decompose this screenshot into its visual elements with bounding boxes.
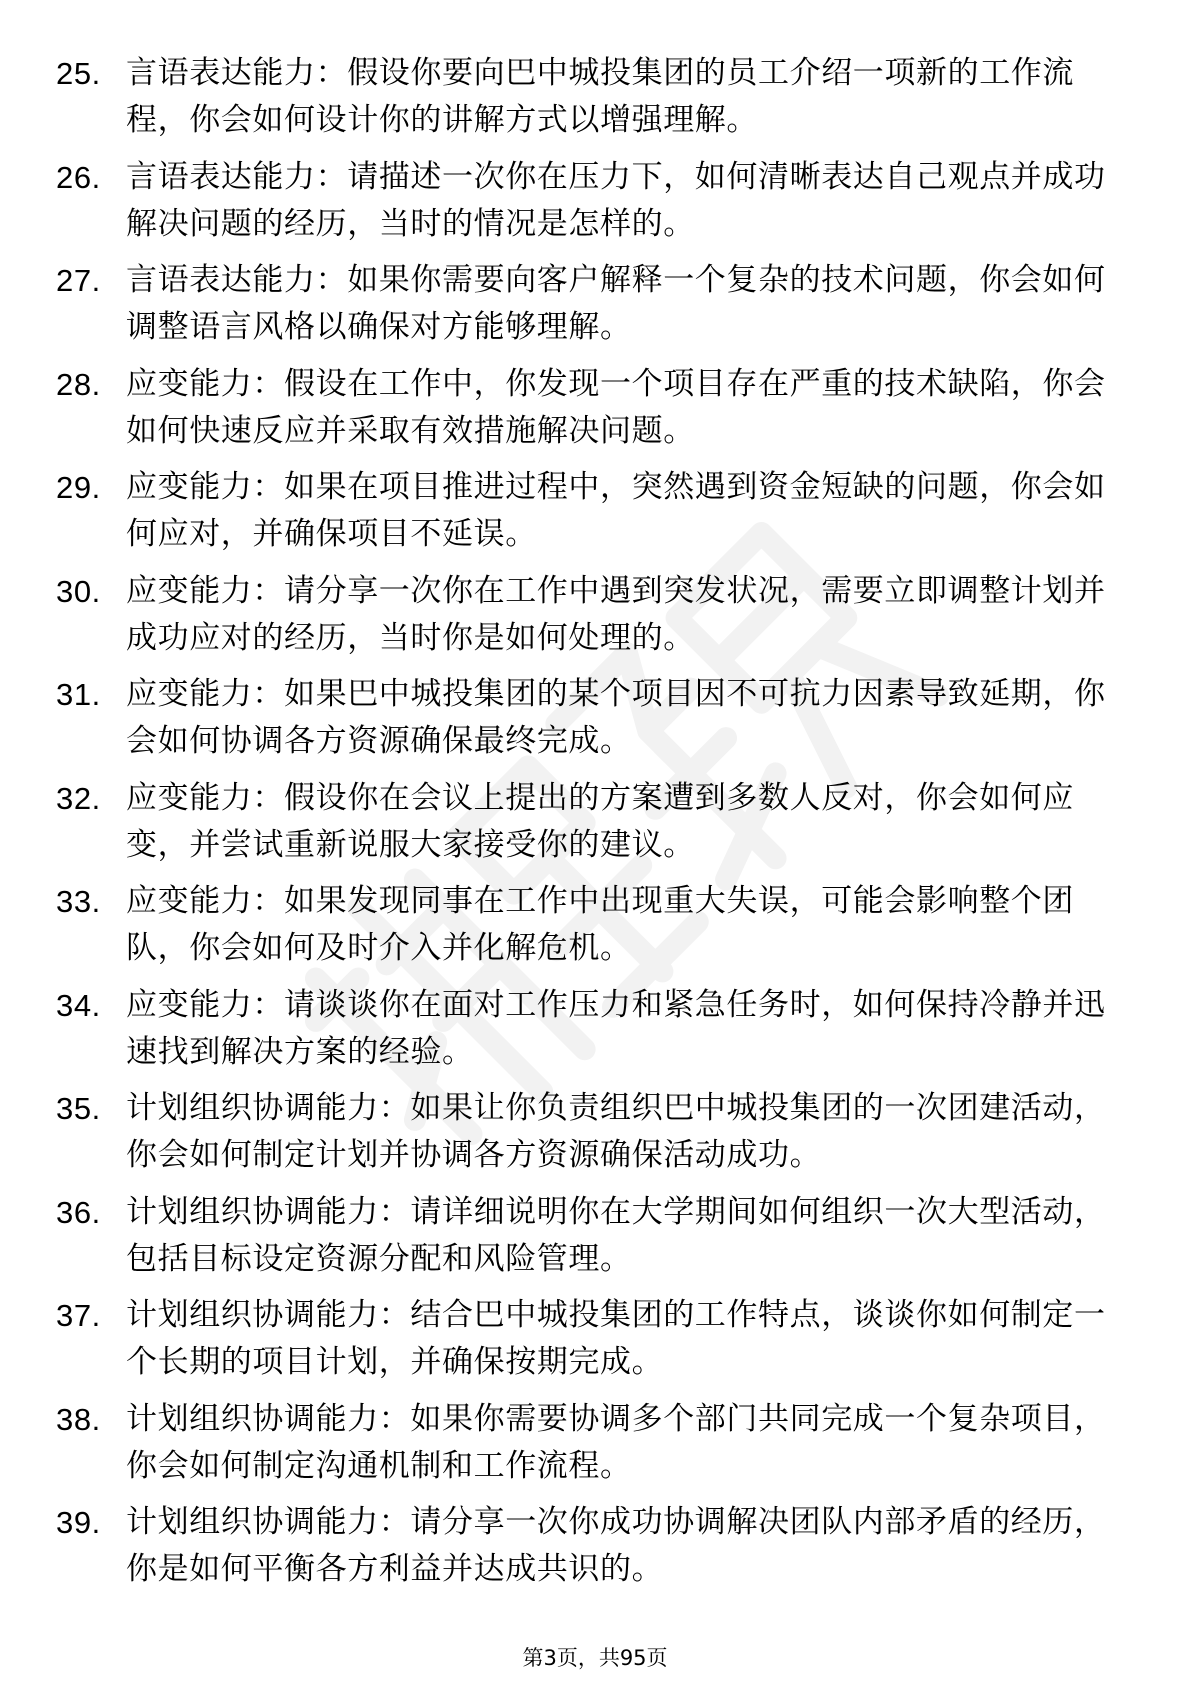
question-number: 34.	[56, 987, 101, 1023]
question-list	[56, 50, 1136, 1603]
question-item	[56, 1499, 1136, 1603]
question-item	[56, 1189, 1136, 1293]
question-text: 言语表达能力：请描述一次你在压力下，如何清晰表达自己观点并成功解决问题的经历，当时的情况是怎样的。	[126, 158, 1106, 242]
question-number: 29.	[56, 470, 101, 505]
question-item	[56, 1396, 1136, 1500]
question-text: 应变能力：如果巴中城投集团的某个项目因不可抗力因素导致延期，你会如何协调各方资源确保最终完成。	[126, 676, 1106, 759]
question-text: 应变能力：如果发现同事在工作中出现重大失误，可能会影响整个团队，你会如何及时介入并化解危机。	[126, 883, 1074, 966]
question-text: 应变能力：请分享一次你在工作中遇到突发状况，需要立即调整计划并成功应对的经历，当时你是如何处理的。	[126, 572, 1106, 656]
question-item	[56, 1085, 1136, 1189]
question-number: 37.	[56, 1298, 101, 1333]
question-number: 30.	[56, 573, 101, 609]
question-item	[56, 982, 1136, 1086]
page-number-label: 第3页，共95页	[522, 1646, 668, 1670]
question-text: 言语表达能力：如果你需要向客户解释一个复杂的技术问题，你会如何调整语言风格以确保对方能够理解。	[126, 262, 1106, 345]
question-item	[56, 464, 1136, 568]
question-text: 应变能力：如果在项目推进过程中，突然遇到资金短缺的问题，你会如何应对，并确保项目不延误。	[126, 469, 1106, 552]
question-text: 计划组织协调能力：请分享一次你成功协调解决团队内部矛盾的经历，你是如何平衡各方利益并达成共识的。	[126, 1504, 1106, 1587]
question-item	[56, 775, 1136, 879]
page-footer	[0, 1644, 1190, 1672]
question-item	[56, 50, 1136, 154]
question-text: 计划组织协调能力：如果让你负责组织巴中城投集团的一次团建活动，你会如何制定计划并协调各方资源确保活动成功。	[126, 1090, 1106, 1173]
question-number: 25.	[56, 56, 101, 91]
question-number: 33.	[56, 884, 101, 919]
question-number: 36.	[56, 1194, 101, 1230]
question-item	[56, 1292, 1136, 1396]
question-item	[56, 878, 1136, 982]
question-number: 26.	[56, 159, 101, 195]
question-item	[56, 154, 1136, 258]
question-number: 31.	[56, 677, 101, 712]
question-text: 计划组织协调能力：如果你需要协调多个部门共同完成一个复杂项目，你会如何制定沟通机制和工作流程。	[126, 1400, 1106, 1484]
question-text: 计划组织协调能力：请详细说明你在大学期间如何组织一次大型活动，包括目标设定资源分配和风险管理。	[126, 1193, 1106, 1277]
question-number: 39.	[56, 1505, 101, 1540]
question-number: 35.	[56, 1091, 101, 1126]
question-text: 应变能力：假设你在会议上提出的方案遭到多数人反对，你会如何应变，并尝试重新说服大家接受你的建议。	[126, 779, 1074, 863]
question-item	[56, 257, 1136, 361]
question-item	[56, 361, 1136, 465]
question-number: 38.	[56, 1401, 101, 1437]
question-text: 应变能力：假设在工作中，你发现一个项目存在严重的技术缺陷，你会如何快速反应并采取有效措施解决问题。	[126, 365, 1106, 449]
question-item	[56, 671, 1136, 775]
question-text: 言语表达能力：假设你要向巴中城投集团的员工介绍一项新的工作流程，你会如何设计你的讲解方式以增强理解。	[126, 55, 1074, 138]
question-text: 应变能力：请谈谈你在面对工作压力和紧急任务时，如何保持冷静并迅速找到解决方案的经验。	[126, 986, 1106, 1070]
question-number: 32.	[56, 780, 101, 816]
question-item	[56, 568, 1136, 672]
question-number: 28.	[56, 366, 101, 402]
question-number: 27.	[56, 263, 101, 298]
question-text: 计划组织协调能力：结合巴中城投集团的工作特点，谈谈你如何制定一个长期的项目计划，并确保按期完成。	[126, 1297, 1106, 1380]
